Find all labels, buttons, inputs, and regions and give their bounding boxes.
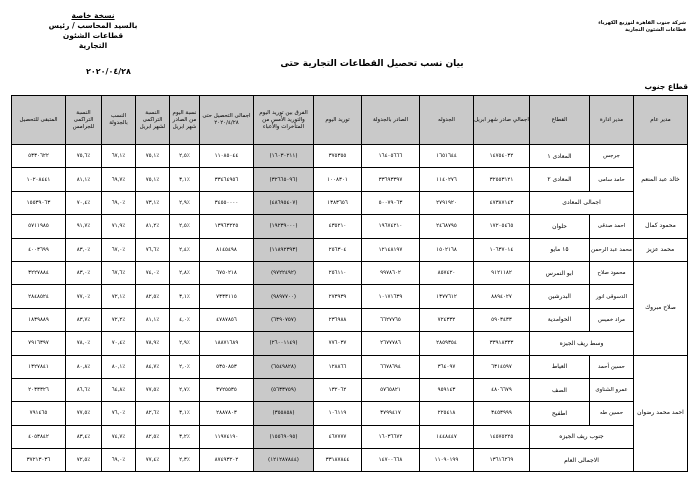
recipient-line-2: التجارية — [78, 41, 108, 50]
cell: ٪٨٢,٥ — [136, 285, 170, 308]
cell: ٥٧٦٥٨٢١ — [362, 378, 420, 401]
cell: ٣٣٤٦٤٩٥٦ — [200, 168, 254, 191]
table-row — [12, 215, 688, 238]
table-row — [12, 168, 688, 191]
cell: ٪٧٨,٩ — [136, 332, 170, 355]
cell: ١٥٥٣٩٠٦٣ — [12, 191, 66, 214]
cell: ٪٨٠,٨ — [66, 355, 102, 378]
cell: ٪٧٨,٠ — [66, 332, 102, 355]
cell: ٢٨٨٧٨٠٣ — [200, 402, 254, 425]
cell: ٩٥٩١٤٣ — [420, 378, 474, 401]
cell: ٢٢٥٤١٨ — [420, 402, 474, 425]
sector-cell: الحوامدية — [530, 308, 590, 331]
cell: ١٣٨٣٦٥٦ — [314, 191, 362, 214]
cell: ٧٢٤٣٣٢ — [420, 308, 474, 331]
cell: ٪٨٢,٥ — [136, 425, 170, 448]
manager-cell: حسين طه — [590, 402, 634, 425]
col-header: الفرق بين توريد اليوم والتوريد الأمس من المتأخرات والأعباء — [254, 96, 314, 145]
cell: ٪٢,٩ — [170, 332, 200, 355]
cell: (٤٨٦٩٥٤٠٧) — [254, 191, 314, 214]
cell: ٪٨٤,٧ — [136, 355, 170, 378]
cell: (٩٨٩٧٧٠٠) — [254, 285, 314, 308]
cell: ٦٣١٤٥٩٧ — [474, 355, 530, 378]
sector-cell: العياط — [530, 355, 590, 378]
cell: ٤٨٠٦٦٧٩ — [474, 378, 530, 401]
cell: ٢٣٦٩٨٨ — [314, 308, 362, 331]
cell: ٪٨٣,٧ — [66, 308, 102, 331]
cell: ٢٧٣٩٣٩ — [314, 285, 362, 308]
cell: ٪٢,٤ — [170, 238, 200, 261]
cell: ٪٣,١ — [170, 285, 200, 308]
cell: ١٣٧٧٦١٢ — [420, 285, 474, 308]
cell: ١١٠٩٠١٩٩ — [420, 449, 474, 472]
cell: ٧٧٦٠٣٧ — [314, 332, 362, 355]
subtotal-row — [12, 332, 688, 355]
cell: ٪٨٢,٦ — [136, 402, 170, 425]
cell: ٥٩٠٣٤٣٣ — [474, 308, 530, 331]
cell: ٣٦٤٠٩٧ — [420, 355, 474, 378]
collection-table — [11, 95, 688, 472]
cell: ٪٨٦,٦ — [66, 378, 102, 401]
cell: ٣٢٥٥٣١٢١ — [474, 168, 530, 191]
cell: ٪٨٣,٠ — [66, 261, 102, 284]
col-header: الجدوله — [420, 96, 474, 145]
cell: ٤٦٧٧٧٧ — [314, 425, 362, 448]
cell: ٪٦٤,٨ — [102, 378, 136, 401]
cell: ٪٦٩,٠ — [102, 449, 136, 472]
cell: ١١٩٧٤١٩٠ — [200, 425, 254, 448]
cell: ٪٢,٨ — [170, 261, 200, 284]
subtotal-row — [12, 191, 688, 214]
cell: ٥٣٥٠٨٥٣ — [200, 355, 254, 378]
general-manager-cell: احمد محمد رضوان — [634, 355, 688, 472]
cell: ٣٤٥٥٠٠٠٠ — [200, 191, 254, 214]
sector-cell: ابو النمرس — [530, 261, 590, 284]
sector-label: قطاع جنوب — [644, 82, 688, 91]
cell: ١٠٢٠٨٤٤١ — [12, 168, 66, 191]
general-manager-cell: خالد عبد المنعم — [634, 145, 688, 215]
cell: ٪٣,٢ — [170, 425, 200, 448]
cell: ٪٨٣,٤ — [66, 425, 102, 448]
cell: ١٦٠٣٦٦٧٢ — [362, 425, 420, 448]
cell: ٣٧٥٣٥٥ — [314, 145, 362, 168]
sector-cell: المعادى ١ — [530, 145, 590, 168]
cell: ٧٩١٤٦٥ — [12, 402, 66, 425]
manager-cell: محمود صلاح — [590, 261, 634, 284]
cell: (١٢١٢٨٧٨٤٤) — [254, 449, 314, 472]
general-manager-cell: محمود كمال — [634, 215, 688, 238]
cell: ٪٢,٠ — [170, 355, 200, 378]
sector-cell: ١٥ مايو — [530, 238, 590, 261]
cell: ٪٧٧,٤ — [136, 449, 170, 472]
subtotal-label: الاجمالى العام — [530, 449, 634, 472]
table-row — [12, 238, 688, 261]
cell: ٪٧٦,٦ — [136, 238, 170, 261]
cell: ٣٣٦٩٣٣٩٧ — [362, 168, 420, 191]
cell: ٣٤٥٣٩٩٩ — [474, 402, 530, 425]
cell: (٦٣٩٠٧٥٧) — [254, 308, 314, 331]
cell: ٪٢,٧ — [170, 378, 200, 401]
table-row — [12, 285, 688, 308]
cell: ١٥٠٢١٦٨ — [420, 238, 474, 261]
cell: ٢٤٦٨٧٩٥ — [420, 215, 474, 238]
cell: ٤٠٠٣٦٩٩ — [12, 238, 66, 261]
cell: ١٧٢٠٥٤٦٥ — [474, 215, 530, 238]
manager-cell: جرجس — [590, 145, 634, 168]
cell: ١٩٦٧٤٢١٠ — [362, 215, 420, 238]
cell: ٪٧٥,١ — [136, 168, 170, 191]
cell: ٪٢,٥ — [170, 215, 200, 238]
sector-cell: حلوان — [530, 215, 590, 238]
col-header: النسبة التراكمى للجرامس — [66, 96, 102, 145]
subtotal-label: وسط ريف الجيزه — [530, 332, 634, 355]
cell: ٤٣٥٢١٠ — [314, 215, 362, 238]
cell: ٢٨٤٨٥٢٤ — [12, 285, 66, 308]
cell: (٥٦٣٣٧٥٩) — [254, 378, 314, 401]
cell: ٪٧٠,٤ — [66, 191, 102, 214]
recipient-line: بالسيد المحاسب / رئيس قطاعات الشئون — [48, 21, 138, 40]
col-header: النسبة التراكمى لشهر ابريل — [136, 96, 170, 145]
cell: (٦٥٤٩٨٢٨) — [254, 355, 314, 378]
cell: ٣٣٩١٨٣٣٣ — [474, 332, 530, 355]
cell: ٨٨٩٤٠٢٧ — [474, 285, 530, 308]
cell: ١٣٦١٦٢٦٩ — [474, 449, 530, 472]
cell: ١٦٤٠٥٦٦٦ — [362, 145, 420, 168]
table-row — [12, 261, 688, 284]
cell: ٪٦٧,٠ — [102, 238, 136, 261]
manager-cell: احمد صدقى — [590, 215, 634, 238]
cell: ٪٨٠,١ — [102, 355, 136, 378]
col-header: المتبقى للتحصيل — [12, 96, 66, 145]
table-row — [12, 402, 688, 425]
cell: ١١٤٠٢٧٦ — [420, 168, 474, 191]
cell: ٪٧٥,٦ — [66, 145, 102, 168]
cell: ٪٦٩,٧ — [102, 168, 136, 191]
cell: ٣٢٢٧٨٨٤ — [12, 261, 66, 284]
cell: ٦٦٢٧٧٦٥ — [362, 308, 420, 331]
sector-cell: المعادى ٢ — [530, 168, 590, 191]
cell: (٣٥٥٨٥٨) — [254, 402, 314, 425]
cell: ١٨٨٧١٦٨٩ — [200, 332, 254, 355]
cell: ٥٧١١٩٨٥ — [12, 215, 66, 238]
cell: ١٤٤٨٤٤٧ — [420, 425, 474, 448]
cell: ٩٩٧٨٦٠٢ — [362, 261, 420, 284]
cell: ٨٧٤٩٣٢٠٢ — [200, 449, 254, 472]
col-header: النسب بالجدولة — [102, 96, 136, 145]
cell: ١٣٩٦٣٢٢٥ — [200, 215, 254, 238]
col-header: نسبة اليوم من الصادر شهر ابريل — [170, 96, 200, 145]
table-row — [12, 378, 688, 401]
cell: ٪٧٧,٥ — [136, 378, 170, 401]
cell: ٣٧٢٥٥٣٥ — [200, 378, 254, 401]
manager-cell: مراد خميس — [590, 308, 634, 331]
cell: ٥٠٠٧٩٠٦٣ — [362, 191, 420, 214]
cell: ٦٦٧٨٦٩٤ — [362, 355, 420, 378]
cell: ١٠٠٨٣٠١ — [314, 168, 362, 191]
cell: ١٠١٧١٦٣٩ — [362, 285, 420, 308]
cell: ٤٠٥٣٨٤٢ — [12, 425, 66, 448]
cell: (١٦٠٣٠٢١١) — [254, 145, 314, 168]
cell: ١٣٢٧٨٤١ — [12, 355, 66, 378]
cell: ٪٩١,٧ — [66, 215, 102, 238]
sector-cell: اطفيح — [530, 402, 590, 425]
cell: (١٩٢٣٩٠٠٠) — [254, 215, 314, 238]
cell: ١٣٢٠٦٢ — [314, 378, 362, 401]
cell: ٧٩١٦٣٩٧ — [12, 332, 66, 355]
cell: ٪٧٢,٥ — [66, 449, 102, 472]
cell: (١١٨٩٢٣٩٣) — [254, 238, 314, 261]
manager-cell: حسين أحمد — [590, 355, 634, 378]
cell: ٤٧٨٧٨٥٦ — [200, 308, 254, 331]
cell: ٪٢,٣ — [170, 449, 200, 472]
manager-cell: عمرو الشناوى — [590, 378, 634, 401]
cell: ٤٧٣٨٧١٤٣ — [474, 191, 530, 214]
manager-cell: الدسوقى انور — [590, 285, 634, 308]
cell: ٢٠٣٣٣٢٦ — [12, 378, 66, 401]
cell: ٪٨١,١ — [66, 168, 102, 191]
cell: ٢٦٧٧٧٨٦ — [362, 332, 420, 355]
cell: ٪٢,٥ — [170, 145, 200, 168]
cell: ٪٧٤,٧ — [102, 425, 136, 448]
cell: ٪٧٦,٠ — [102, 402, 136, 425]
subtotal-row — [12, 449, 688, 472]
cell: ٪٦٧,١ — [102, 145, 136, 168]
cell: (٢٦٠٠١١٤٩) — [254, 332, 314, 355]
cell: ١٠٦٣٧٠١٤ — [474, 238, 530, 261]
cell: ٪٧٤,٠ — [136, 261, 170, 284]
cell: ٪٢,٩ — [170, 191, 200, 214]
cell: ٪٧٠,٤ — [102, 332, 136, 355]
cell: (٣٢٦٦٥٠٩٦) — [254, 168, 314, 191]
cell: ٪٧٧,٥ — [66, 402, 102, 425]
col-header: مدير ادارة — [590, 96, 634, 145]
cell: ٩١٢١١٨٢ — [474, 261, 530, 284]
cell: ٪٧٥,١ — [136, 145, 170, 168]
department-name: قطاعات الشئون التجارية — [625, 27, 686, 33]
cell: ١٢٨٨٦٦ — [314, 355, 362, 378]
cell: ٪٧٧,٠ — [66, 285, 102, 308]
header-row — [12, 96, 688, 145]
cell: ٪٣,١ — [170, 168, 200, 191]
col-header: توريد اليوم — [314, 96, 362, 145]
cell: ٪٧٢,٢ — [102, 308, 136, 331]
cell: ١٤٧٠٠٦٦٨ — [362, 449, 420, 472]
cell: ٪٨١,١ — [136, 308, 170, 331]
cell: ٢٧٩١٩٢٠ — [420, 191, 474, 214]
company-name: شركة جنوب القاهرة لتوزيع الكهرباء — [598, 20, 686, 26]
copy-stamp — [34, 11, 152, 51]
cell: ٢٨٥٩٣٥٤ — [420, 332, 474, 355]
cell: ٪٦٩,٠ — [102, 191, 136, 214]
manager-cell: حامد سامى — [590, 168, 634, 191]
cell: ١٨٣٩٨٨٩ — [12, 308, 66, 331]
cell: ٪٦٧,٦ — [102, 261, 136, 284]
copy-label: نسخة خاصة — [71, 11, 115, 20]
table-row — [12, 145, 688, 168]
cell: (٩٧٢٢٤٩٢) — [254, 261, 314, 284]
cell: ٨١٤٥٤٩٨ — [200, 238, 254, 261]
cell: ٪٨١,٢ — [136, 215, 170, 238]
sector-cell: الصف — [530, 378, 590, 401]
general-manager-cell: صلاح مبروك — [634, 261, 688, 355]
cell: ٦٧٥٠٢١٨ — [200, 261, 254, 284]
manager-cell: محمد عبد الرحمن — [590, 238, 634, 261]
col-header: اجمالي صادر شهر ابريل — [474, 96, 530, 145]
cell: ٧٣٣٣١١٥ — [200, 285, 254, 308]
general-manager-cell: محمد عزيز — [634, 238, 688, 261]
cell: ٥٣٣٠٦٢٢ — [12, 145, 66, 168]
cell: ٪٧١,٩ — [102, 215, 136, 238]
cell: ٪٧٣,١ — [136, 191, 170, 214]
cell: ٣٧٢١٣٠٣٦ — [12, 449, 66, 472]
cell: ٢٥٦٣٠٤ — [314, 238, 362, 261]
cell: ٪٨٣,٠ — [66, 238, 102, 261]
cell: ٪٣,١ — [170, 402, 200, 425]
cell: ٢٥٦١١٠ — [314, 261, 362, 284]
subtotal-label: اجمالى المعادى — [530, 191, 634, 214]
cell: ١٤٧٥٤٠٣٢ — [474, 145, 530, 168]
subtotal-label: جنوب ريف الجيزه — [530, 425, 634, 448]
subtotal-row — [12, 425, 688, 448]
sector-cell: البدرشين — [530, 285, 590, 308]
table-row — [12, 308, 688, 331]
cell: ١٦٥١٦٤٤ — [420, 145, 474, 168]
cell: ١٠٦١١٩ — [314, 402, 362, 425]
cell: ٣٧٩٩٤١٧ — [362, 402, 420, 425]
report-title: بيان نسب تحصيل القطاعات التجارية حتى — [280, 59, 464, 69]
report-date: ٢٠٢٠/٠٤/٢٨ — [86, 67, 131, 76]
cell: ٪٤,٠ — [170, 308, 200, 331]
cell: ١٢١٤٨١٩٧ — [362, 238, 420, 261]
table-row — [12, 355, 688, 378]
cell: ٣٣١٨٧٨٤٤ — [314, 449, 362, 472]
col-header: اجمالى التحصيل حتى ٢٠٢٠/٤/٢٨ — [200, 96, 254, 145]
col-header: الصادر بالجدولة — [362, 96, 420, 145]
company-header — [576, 20, 686, 34]
col-header: القطاع — [530, 96, 590, 145]
cell: (١٥٥٦٩٠٩٥) — [254, 425, 314, 448]
cell: ٨٥٧٤٢٠ — [420, 261, 474, 284]
cell: ١٤٥٧٥٢٢٥ — [474, 425, 530, 448]
col-header: مدير عام — [634, 96, 688, 145]
cell: ١١٠٨٥٠٤٤ — [200, 145, 254, 168]
cell: ٪٧٢,١ — [102, 285, 136, 308]
